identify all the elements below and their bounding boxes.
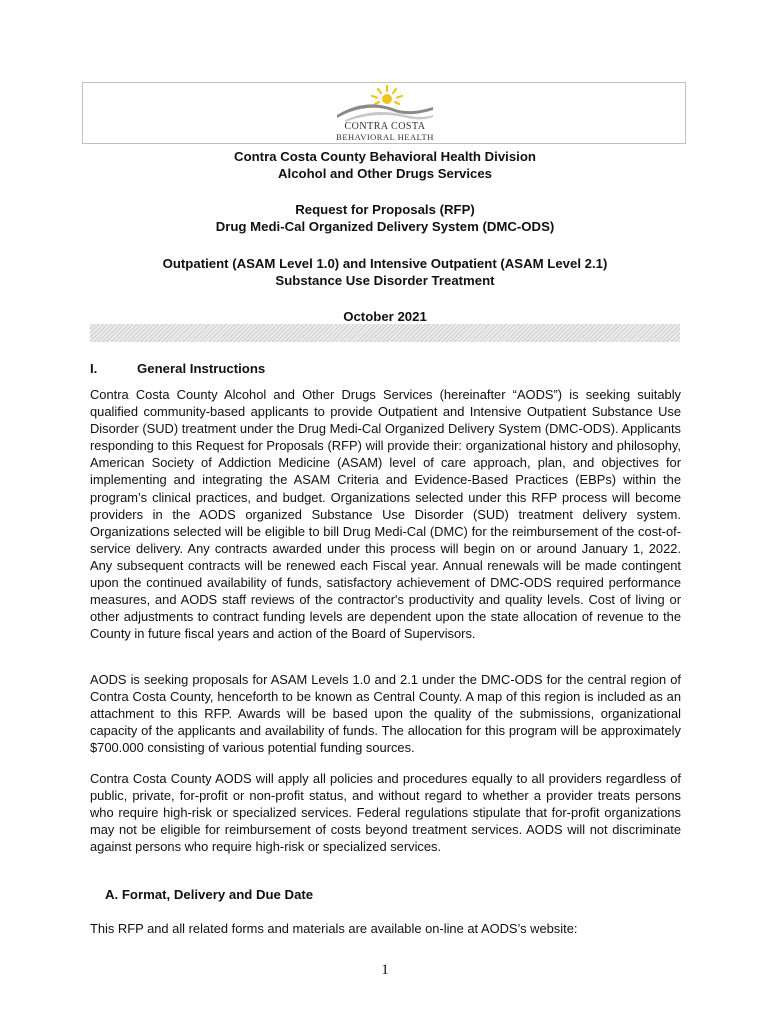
page-number: 1	[381, 962, 389, 978]
logo-text-contra-costa: CONTRA COSTA	[344, 121, 426, 132]
title-services: Alcohol and Other Drugs Services	[278, 166, 492, 181]
title-outpatient-levels: Outpatient (ASAM Level 1.0) and Intensive Outpatient (ASAM Level 2.1)	[162, 256, 608, 271]
title-sud-treatment: Substance Use Disorder Treatment	[275, 273, 495, 288]
paragraph-policies: Contra Costa County AODS will apply all policies and procedures equally to all providers regardless of public, private, for-profit or non-profit status, and without regard to whether a provider treats persons who require high-risk or specialized services. Federal regulations stipulate that for-profit organizations may not be eligible for reimbursement of costs beyond treatment services. AODS will not discriminate against persons who require high-risk or specialized services.	[90, 771, 681, 855]
logo-text-behavioral-health: BEHAVIORAL HEALTH	[336, 132, 434, 142]
section-number: I.	[90, 361, 98, 376]
sun-icon	[372, 86, 402, 104]
paragraph-website: This RFP and all related forms and materials are available on-line at AODS’s website:	[90, 921, 578, 936]
title-division: Contra Costa County Behavioral Health Division	[234, 149, 536, 164]
logo-box	[82, 82, 686, 144]
hatched-divider	[90, 324, 680, 342]
title-date: October 2021	[343, 309, 427, 324]
title-rfp: Request for Proposals (RFP)	[295, 202, 475, 217]
title-dmc-ods: Drug Medi-Cal Organized Delivery System (DMC-ODS)	[215, 219, 555, 234]
sun-hills-logo-icon	[335, 85, 435, 123]
paragraph-intro: Contra Costa County Alcohol and Other Drugs Services (hereinafter “AODS”) is seeking suitably qualified community-based applicants to provide Outpatient and Intensive Outpatient Substance Use Disorder (SUD) treatment under the Drug Medi-Cal Organized Delivery System (DMC-ODS). Applicants responding to this Request for Proposals (RFP) will provide their: organizational history and philosophy, American Society of Addiction Medicine (ASAM) level of care approach, plan, and objectives for implementing and integrating the ASAM Criteria and Evidence-Based Practices (EBPs) within the program’s clinical practices, and budget. Organizations selected under this RFP process will become providers in the AODS organized Substance Use Disorder (SUD) treatment delivery system. Organizations selected will be eligible to bill Drug Medi-Cal (DMC) for the reimbursement of the cost-of-service delivery. Any contracts awarded under this process will begin on or around January 1, 2022. Any subsequent contracts will be renewed each Fiscal year. Annual renewals will be made contingent upon the continued availability of funds, satisfactory achievement of DMC-ODS required performance measures, and AODS staff reviews of the contractor's productivity and quality levels. Cost of living or other adjustments to contract funding levels are dependent upon the state allocation of revenue to the County in future fiscal years and action of the Board of Supervisors.	[90, 387, 681, 642]
paragraph-proposals: AODS is seeking proposals for ASAM Levels 1.0 and 2.1 under the DMC-ODS for the central region of Contra Costa County, henceforth to be known as Central County. A map of this region is included as an attachment to this RFP. Awards will be based upon the quality of the submissions, organizational capacity of the applicants and availability of funds. The allocation for this program will be approximately $700.000 consisting of various potential funding sources.	[90, 672, 681, 756]
hills-icon	[337, 104, 433, 122]
section-title: General Instructions	[137, 361, 266, 376]
subsection-title: A. Format, Delivery and Due Date	[105, 887, 314, 902]
